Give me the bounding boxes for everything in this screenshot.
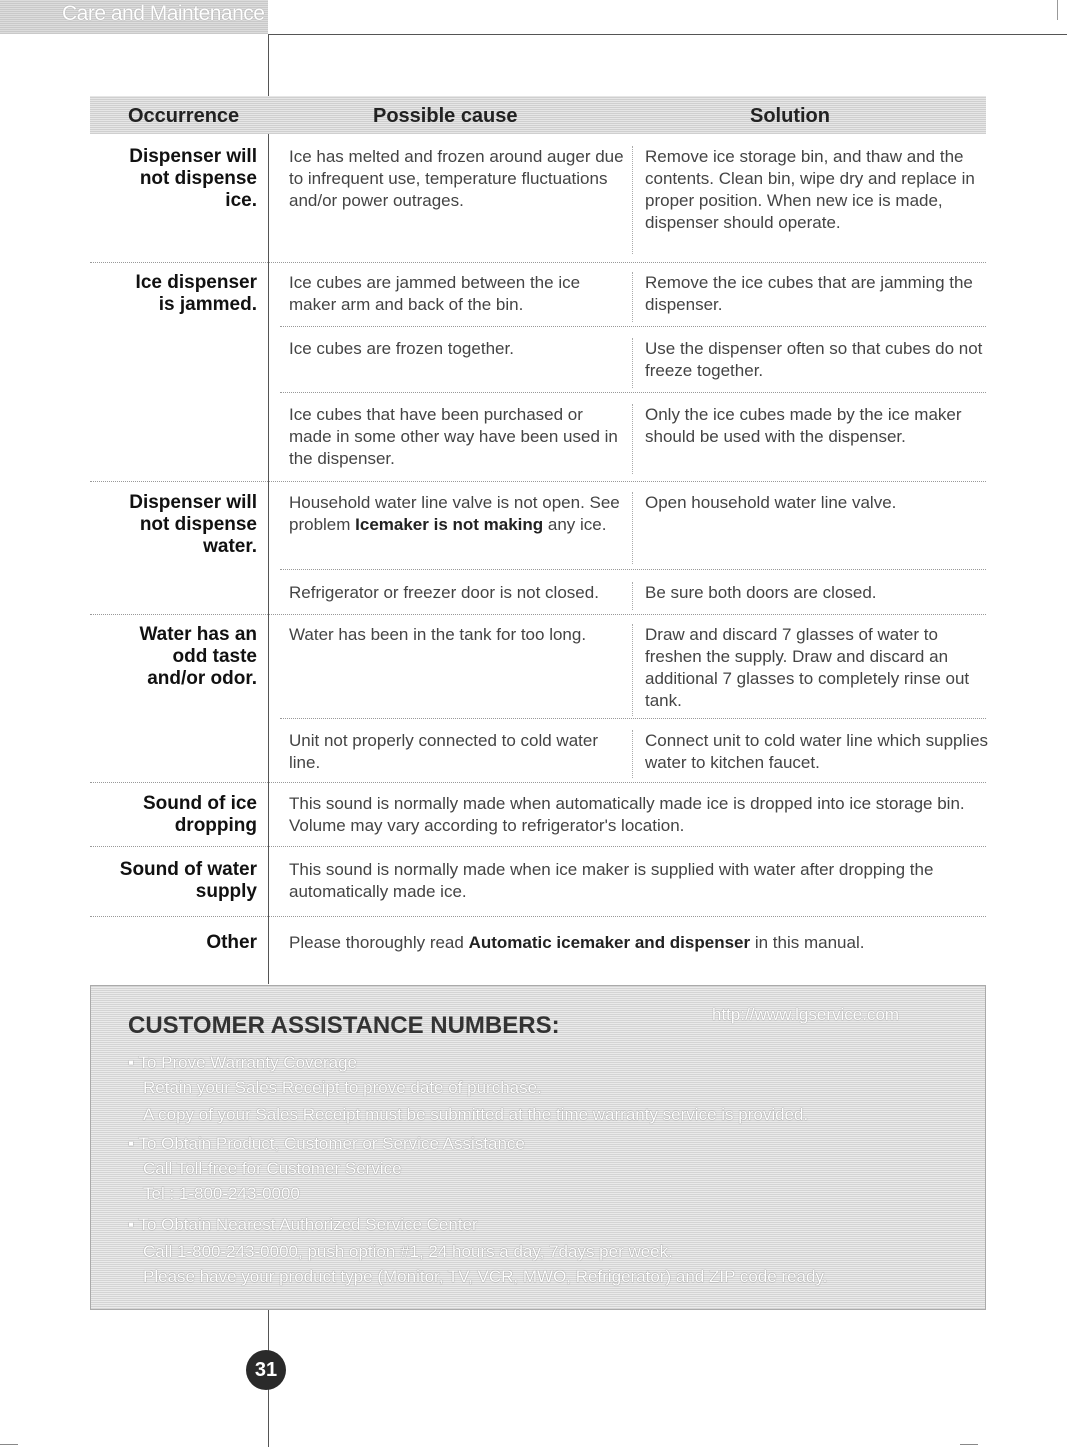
entry-divider: [280, 718, 986, 719]
cause-text: Ice cubes that have been purchased or made in some other way have been used in the dispenser.: [289, 405, 618, 468]
assistance-line: Retain your Sales Receipt to prove date of purchase.: [143, 1078, 542, 1097]
assistance-line: Call 1-800-243-0000, push option #1, 24 hours a day, 7days per week.: [143, 1242, 673, 1261]
bold-reference: Automatic icemaker and dispenser: [468, 933, 751, 952]
header-rule: [268, 34, 1067, 35]
crop-mark: [960, 1444, 978, 1445]
entry-divider: [280, 392, 986, 393]
crop-mark: [0, 1444, 18, 1445]
explanation-text: This sound is normally made when ice maker is supplied with water after dropping the automatically made ice.: [289, 860, 934, 901]
occurrence-sound-water: Sound of water supply: [119, 859, 257, 902]
cause-text: Household water line valve is not open. See problem Icemaker is not making any ice.: [289, 493, 620, 534]
assistance-heading: ▪ To Obtain Nearest Authorized Service Center: [128, 1215, 478, 1234]
row-divider: [90, 481, 986, 482]
row-divider: [90, 782, 986, 783]
row-divider: [90, 916, 986, 917]
header-occurrence: Occurrence: [128, 105, 240, 127]
entry-divider: [280, 326, 986, 327]
column-divider: [632, 146, 633, 254]
occurrence-dispenser-no-ice: Dispenser will not dispense ice.: [129, 146, 257, 211]
entry-divider: [280, 569, 986, 570]
row-divider: [90, 262, 986, 263]
assistance-heading: ▪ To Obtain Product, Customer or Service Assistance: [128, 1134, 525, 1153]
row-divider: [90, 614, 986, 615]
solution-text: Open household water line valve.: [645, 493, 897, 512]
assistance-line: Call Toll-free for Customer Service: [143, 1159, 402, 1178]
section-header-tab: [0, 0, 268, 34]
page-number-badge: 31: [246, 1350, 286, 1390]
explanation-text: Please thoroughly read Automatic icemaker and dispenser in this manual.: [289, 933, 865, 952]
explanation-text: This sound is normally made when automatically made ice is dropped into ice storage bin. Volume may vary according to refrigerator's location.: [289, 794, 965, 835]
column-divider: [632, 404, 633, 474]
occurrence-ice-jammed: Ice dispenser is jammed.: [135, 272, 257, 315]
margin-rule: [268, 34, 269, 984]
row-divider: [90, 846, 986, 847]
section-title: Care and Maintenance: [62, 2, 265, 25]
assistance-heading: ▪ To Prove Warranty Coverage: [128, 1053, 358, 1072]
occurrence-other: Other: [206, 932, 257, 953]
solution-text: Draw and discard 7 glasses of water to freshen the supply. Draw and discard an additional 7 glasses to completely rinse out tank.: [645, 625, 970, 710]
column-divider: [632, 624, 633, 716]
header-possible-cause: Possible cause: [373, 105, 518, 127]
cause-text: Refrigerator or freezer door is not closed.: [289, 583, 599, 602]
cause-text: Water has been in the tank for too long.: [289, 625, 587, 644]
column-divider: [632, 492, 633, 564]
cause-text: Ice has melted and frozen around auger due to infrequent use, temperature fluctuations and/or power outrages.: [289, 147, 624, 210]
column-divider: [632, 338, 633, 388]
assistance-line: Please have your product type (Monitor, TV, VCR, MWO, Refrigerator) and ZIP code ready.: [143, 1267, 828, 1286]
solution-text: Only the ice cubes made by the ice maker should be used with the dispenser.: [645, 405, 962, 446]
cause-text: Unit not properly connected to cold water line.: [289, 731, 599, 772]
column-divider: [632, 730, 633, 778]
edge-mark: [1057, 0, 1058, 20]
occurrence-water-taste: Water has an odd taste and/or odor.: [139, 624, 257, 689]
column-divider: [632, 272, 633, 322]
solution-text: Remove ice storage bin, and thaw and the contents. Clean bin, wipe dry and replace in proper position. When new ice is made, dispenser should operate.: [645, 147, 975, 232]
bold-reference: Icemaker is not making: [355, 515, 544, 534]
column-divider: [632, 582, 633, 610]
solution-text: Be sure both doors are closed.: [645, 583, 877, 602]
assistance-line: A copy of your Sales Receipt must be submitted at the time warranty service is provided.: [143, 1105, 809, 1124]
cause-text: Ice cubes are frozen together.: [289, 339, 514, 358]
customer-assistance-title: CUSTOMER ASSISTANCE NUMBERS:: [128, 1012, 560, 1039]
phone-number: Tel : 1-800-243-0000: [143, 1184, 300, 1203]
service-website-link[interactable]: http://www.lgservice.com: [712, 1005, 900, 1024]
solution-text: Remove the ice cubes that are jamming the dispenser.: [645, 273, 973, 314]
solution-text: Use the dispenser often so that cubes do not freeze together.: [645, 339, 983, 380]
occurrence-sound-ice: Sound of ice dropping: [143, 793, 257, 836]
solution-text: Connect unit to cold water line which supplies water to kitchen faucet.: [645, 731, 989, 772]
occurrence-dispenser-no-water: Dispenser will not dispense water.: [129, 492, 257, 557]
header-solution: Solution: [750, 105, 830, 127]
cause-text: Ice cubes are jammed between the ice maker arm and back of the bin.: [289, 273, 581, 314]
